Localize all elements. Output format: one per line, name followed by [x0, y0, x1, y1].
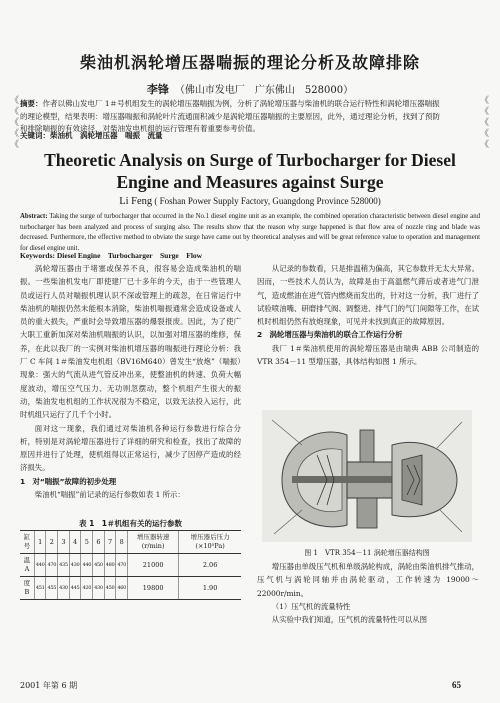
- table-header-cell: 1: [34, 531, 46, 554]
- turbocharger-structure-figure: [262, 410, 472, 542]
- table-row: [20, 554, 241, 577]
- page-number: 65: [452, 680, 461, 690]
- left-paragraph-1: 涡轮增压器由于堵塞或保养不良，很容易会造成柴油机的喘振。一些柴油机发电厂即使建厂已十多年的今天，由于一些管理人员或运行人员对喘振机理认识不深或管理上的疏忽，在日常运行中柴油机的喘振仍然未能根本消除，柴油机喘振通常会造成设备或人员的重大损失，严重时会导致增压器的爆裂报废。因此，为了使广大职工重新加深对柴油机喘振的认识，以加强对增压器的维修，保养，在此以我厂的一实例对柴油机增压器的喘振进行理论分析：我厂 C 车间 1＃柴油发电机组（BV16M640）曾发生“放炮”（喘振）现象：强大的气流从进气管反冲出来，使整油机的转速、负荷大幅度波动，增压空气压力、无功则忽摆动，整个机组产生很大的振动，柴油发电机组的工作状况很为不稳定，以致无法投入运行，此时机组只运行了几千个小时。: [20, 264, 241, 420]
- table-header-cell: 增压器转速(r/min): [128, 531, 179, 554]
- section-heading-1: 1 对“喘振”故障的初步处理: [20, 476, 117, 486]
- english-abstract: [20, 212, 480, 254]
- table-cell: 1.90: [179, 577, 241, 600]
- chinese-abstract-text: 作者以佛山发电厂 1＃号机组发生的涡轮增压器喘振为例，分析了涡轮增压器与柴油机的联合运行特性和涡轮增压器喘振的理论模型，结果表明：增压器喘振和涡轮叶片流通面积减少是涡轮增压器喘振的主要原因，此外，通过理论分析，找到了预防和排除喘振的有效途径，对柴油发电机组的运行管理有着重要参考价值。: [20, 99, 440, 133]
- right-paragraph-2: 我厂 1＃柴油机使用的涡轮增压器是由瑞典 ABB 公司制造的 VTR 354－11 型增压器，具体结构如图 1 所示。: [257, 343, 479, 367]
- english-author-name: Li Feng: [119, 196, 153, 207]
- left-paragraph-3: 柴油机“喘振”前记录的运行参数如表 1 所示：: [34, 490, 185, 500]
- table-header-cell: 8: [116, 531, 128, 554]
- table-header-row: [20, 531, 241, 554]
- table-header-cell: 3: [58, 531, 70, 554]
- left-column: [20, 262, 241, 501]
- english-keywords: Keywords: Diesel Engine Turbocharger Surge Flow: [20, 251, 203, 260]
- table-cell: 21000: [128, 554, 179, 577]
- table-header-cell: 增压器后压力(×10⁵Pa): [179, 531, 241, 554]
- table-cell: 430: [93, 577, 105, 600]
- table-cell: 450: [104, 577, 116, 600]
- turbocharger-drawing: [262, 410, 472, 542]
- right-column: [257, 262, 479, 368]
- right-bracket-marks: 《 《 《 《 《: [480, 96, 490, 150]
- table-row: [20, 577, 241, 600]
- table-cell: 19800: [128, 577, 179, 600]
- table-header-cell: 6: [93, 531, 105, 554]
- chinese-abstract-label: 摘要：: [20, 99, 43, 108]
- table-header-cell: 4: [69, 531, 81, 554]
- table-cell: 470: [46, 554, 58, 577]
- chinese-keywords: [20, 130, 442, 141]
- left-paragraph-2: 面对这一现象，我们通过对柴油机各种运行参数进行综合分析，特别是对涡轮增压器进行了详细的研究和检查，找出了故障的原因并进行了处理，使机组得以正常运行，减少了因停产造成的经济损失。: [20, 423, 241, 473]
- figure-caption: 图 1 VTR 354－11 涡轮增压器结构图: [304, 549, 430, 557]
- operating-parameters-table: [20, 530, 241, 600]
- table-header-cell: 2: [46, 531, 58, 554]
- table-cell: 430: [58, 577, 70, 600]
- chinese-author-line: [0, 81, 500, 97]
- right-paragraph-1: 从记录的参数看，只是排温稍为偏高，其它参数并无太大异常。因而，一些技术人员认为，故障是由于高温燃气滞后或者进气门泄气，造成燃油在进气管内燃烧而发出的，针对这一分析，我厂进行了试验喷油嘴、研磨排气阀、调整进、排气门的气门间隙等工作，在试机时机组仍然有放炮现象，可见并未找到真正的故障原因。: [257, 264, 479, 327]
- table-header-cell: 缸号: [20, 531, 34, 554]
- table-cell: 470: [116, 554, 128, 577]
- table-cell: 440: [34, 554, 46, 577]
- chinese-keywords-text: 柴油机 涡轮增压器 喘振 流量: [50, 131, 163, 140]
- chinese-affiliation: （佛山市发电厂 广东佛山 528000）: [174, 85, 354, 96]
- table-cell: 440: [81, 554, 93, 577]
- table-cell: 460: [116, 577, 128, 600]
- issue-footer: 2001 年第 6 期: [20, 681, 78, 690]
- table-cell: 455: [46, 577, 58, 600]
- chinese-author-name: 李锋: [146, 83, 169, 96]
- table-cell: 480: [104, 554, 116, 577]
- english-abstract-text: Taking the surge of turbocharger that occurred in the No.1 diesel engine unit as an example, the combined operation characteristic between diesel engine and turbocharger has been analyzed and process of surging also. The results show that the reason why surge happened is that flow area of nozzle ring and blade was decreased. Furthermore, the effective method to obviate the surge have came out by theoretical analyses and will be great reference value to operation and management for diesel engine unit.: [20, 213, 480, 252]
- chinese-title: 柴油机涡轮增压器喘振的理论分析及故障排除: [79, 53, 420, 72]
- table-cell: 420: [81, 577, 93, 600]
- table-header-cell: 5: [81, 531, 93, 554]
- table-header-cell: 7: [104, 531, 116, 554]
- english-title-line-2: Engine and Measures against Surge: [116, 172, 384, 192]
- chinese-keywords-label: 关键词：: [20, 131, 50, 140]
- right-paragraph-4: 从实验中我们知道，压气机的流量特性可以从图: [271, 615, 428, 625]
- table-cell: 445: [69, 577, 81, 600]
- right-column-continued: [257, 560, 479, 626]
- table-cell: 435: [58, 554, 70, 577]
- subsection-heading-1: （1）压气机的流量特性: [271, 601, 351, 611]
- table-cell: 450: [93, 554, 105, 577]
- table-cell: 2.06: [179, 554, 241, 577]
- english-title-line-1: Theoretic Analysis on Surge of Turbocharger for Diesel: [44, 150, 456, 170]
- english-title: [0, 149, 500, 193]
- english-abstract-label: Abstract:: [20, 213, 48, 220]
- table-cell: 451: [34, 577, 46, 600]
- section-heading-2: 2 涡轮增压器与柴油机的联合工作运行分析: [257, 330, 403, 340]
- table-cell: 度 B: [20, 577, 34, 600]
- table-cell: 430: [69, 554, 81, 577]
- table-cell: 温 A: [20, 554, 34, 577]
- right-paragraph-3: 增压器由单级压气机和单级涡轮构成，涡轮由柴油机排气推动，压气机与涡轮同轴并由涡轮驱动，工作转速为 19000～22000r/min。: [257, 562, 479, 598]
- english-author-line: [0, 196, 500, 207]
- left-bracket-marks: 《 《 《 《 《: [10, 96, 20, 150]
- english-affiliation: ( Foshan Power Supply Factory, Guangdong Province 528000): [154, 196, 381, 206]
- table-title: 表 1 1＃机组有关的运行参数: [78, 519, 183, 528]
